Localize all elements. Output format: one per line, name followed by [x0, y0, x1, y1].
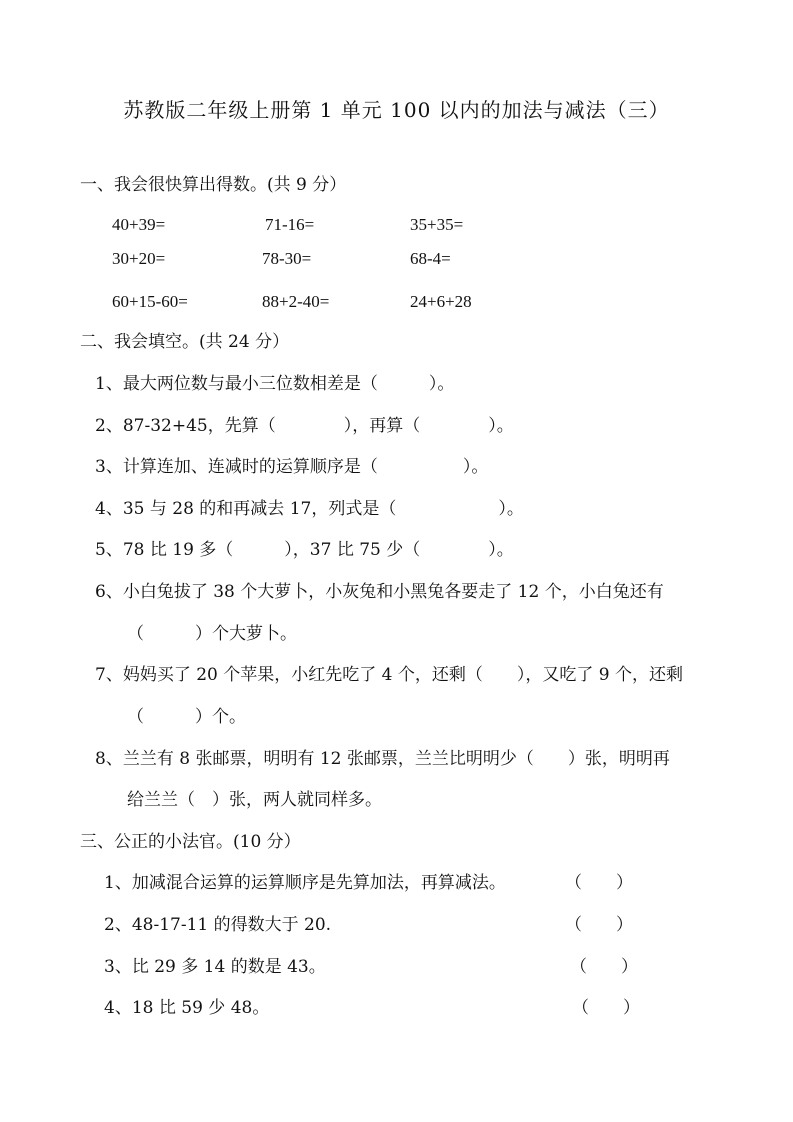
calc-item: 40+39= [112, 215, 166, 234]
judge-answer-parens: （ ） [565, 915, 633, 935]
calc-item: 71-16= [265, 215, 315, 234]
fill-blank-item: 6、小白兔拔了 38 个大萝卜，小灰兔和小黑兔各要走了 12 个，小白兔还有 [95, 582, 664, 602]
calc-item: 35+35= [410, 215, 464, 234]
fill-blank-item: 3、计算连加、连减时的运算顺序是（ ）。 [95, 457, 489, 477]
section1-heading: 一、我会很快算出得数。(共 9 分） [80, 175, 347, 195]
calc-item: 88+2-40= [262, 292, 330, 311]
calc-item: 60+15-60= [112, 292, 188, 311]
fill-blank-item-continued: （ ）个大萝卜。 [127, 624, 297, 644]
fill-blank-item-continued: 给兰兰（ ）张，两人就同样多。 [127, 790, 382, 810]
fill-blank-item: 1、最大两位数与最小三位数相差是（ ）。 [95, 374, 455, 394]
judge-answer-parens: （ ） [565, 873, 633, 893]
fill-blank-item: 5、78 比 19 多（ ），37 比 75 少（ ）。 [95, 540, 514, 560]
calc-item: 68-4= [410, 249, 451, 268]
judge-item: 4、18 比 59 少 48。 [104, 998, 270, 1018]
fill-blank-item: 2、87-32+45，先算（ ），再算（ ）。 [95, 416, 514, 436]
judge-item: 3、比 29 多 14 的数是 43。 [104, 957, 326, 977]
calc-item: 24+6+28 [410, 292, 472, 311]
fill-blank-item: 8、兰兰有 8 张邮票，明明有 12 张邮票，兰兰比明明少（ ）张，明明再 [95, 749, 670, 769]
judge-answer-parens: （ ） [570, 957, 638, 977]
calc-item: 30+20= [112, 249, 166, 268]
calc-item: 78-30= [262, 249, 312, 268]
section2-heading: 二、我会填空。(共 24 分） [80, 332, 290, 352]
judge-answer-parens: （ ） [572, 998, 640, 1018]
page-title: 苏教版二年级上册第 1 单元 100 以内的加法与减法（三） [123, 98, 670, 122]
judge-item: 1、加减混合运算的运算顺序是先算加法，再算减法。 [104, 873, 506, 893]
fill-blank-item: 7、妈妈买了 20 个苹果，小红先吃了 4 个，还剩（ ），又吃了 9 个，还剩 [95, 665, 684, 685]
section3-heading: 三、公正的小法官。(10 分） [80, 832, 301, 852]
judge-item: 2、48-17-11 的得数大于 20. [104, 915, 332, 935]
fill-blank-item-continued: （ ）个。 [127, 707, 246, 727]
fill-blank-item: 4、35 与 28 的和再减去 17，列式是（ ）。 [95, 499, 524, 519]
